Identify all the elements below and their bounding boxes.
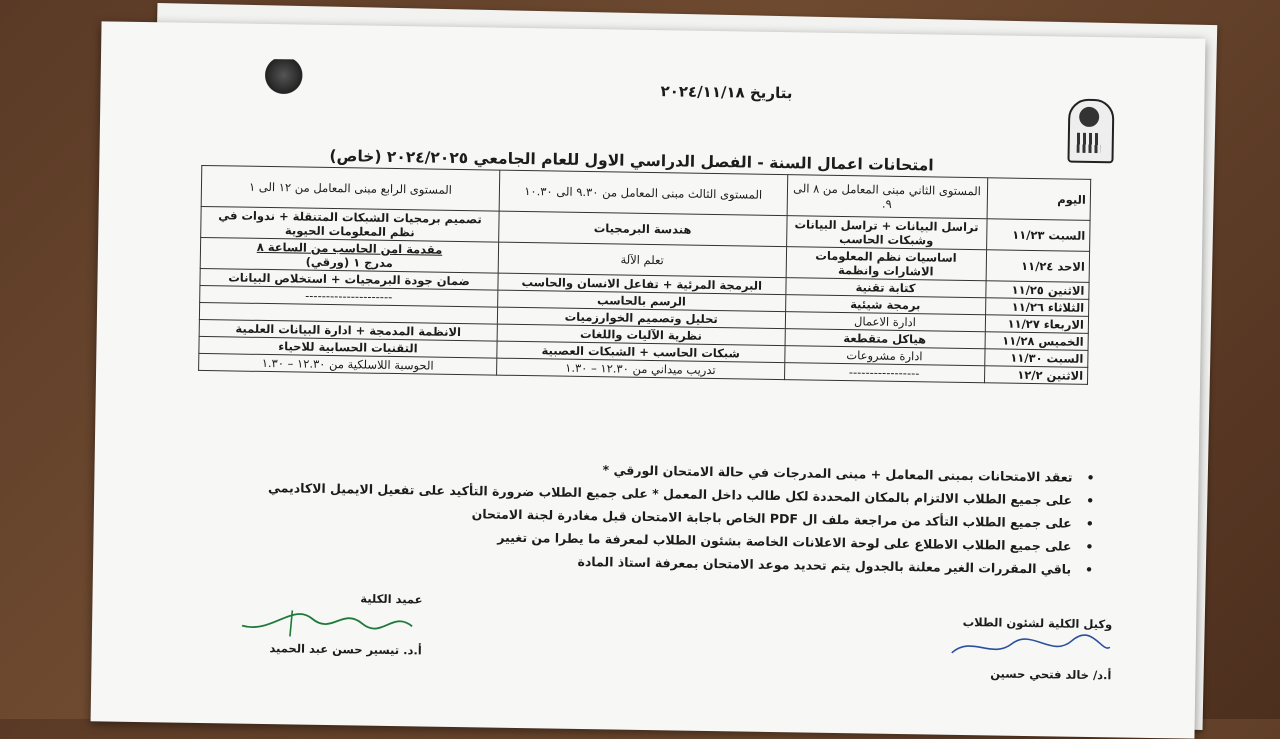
row-level4: ضمان جودة البرمجيات + استخلاص البيانات [200,268,498,290]
row-level3: هندسة البرمجيات [499,211,787,247]
document-title: امتحانات اعمال السنة - الفصل الدراسي الاول للعام الجامعي ٢٠٢٤/٢٠٢٥ (خاص) [329,146,934,175]
hall-label: مدرج ١ (ورقي) [305,254,393,270]
header-day: اليوم [987,178,1091,221]
row-level4: تصميم برمجيات الشبكات المتنقلة + ندوات في نظم المعلومات الحيوية [201,206,499,242]
list-item: • تعقد الامتحانات بمبنى المعامل + مبنى المدرجات في حالة الامتحان الورقي * [602,462,1095,486]
row-day: الثلاثاء ١١/٢٦ [985,298,1089,317]
row-level3: الرسم بالحاسب [498,290,786,312]
vice-dean-title: وكيل الكلية لشئون الطلاب [962,614,1113,632]
row-day: الاحد ١١/٢٤ [986,250,1090,283]
row-level3: تعلم الآلة [498,242,786,278]
vice-dean-signature-block [921,614,1112,682]
row-level2: ادارة الاعمال [785,312,985,332]
row-level2: ادارة مشروعات [784,346,984,366]
list-item: • على جميع الطلاب الالتزام بالمكان المحددة لكل طالب داخل المعمل * على جميع الطلاب ضرورة التأكيد على تفعيل الايميل الاكاديمي [267,480,1095,509]
exam-schedule-table [198,165,1091,385]
notes-list [243,454,1095,582]
row-day: السبت ١١/٣٠ [984,349,1088,368]
security-course-label: مقدمة امن الحاسب من الساعة ٨ [256,239,443,257]
row-level2: كتابة تقنية [785,278,985,298]
row-level4: الانظمة المدمجة + ادارة البيانات العلمية [199,319,497,341]
header-level2: المستوى الثاني مبنى المعامل من ٨ الى ٩. [787,175,988,219]
row-level3: تحليل وتصميم الخوارزميات [497,307,785,329]
quality-logo [235,58,331,129]
row-level4 [200,237,498,273]
row-level2: ----------------- [784,363,984,383]
document-date: بتاريخ ٢٠٢٤/١١/١٨ [660,82,793,103]
row-level4: التقنيات الحسابية للاحياء [199,336,497,358]
header-level3: المستوى الثالث مبنى المعامل من ٩.٣٠ الى ١٠.٣٠ [499,170,787,216]
university-logo [1067,99,1114,164]
row-level3: نظرية الآليات واللغات [497,324,785,346]
dean-signature [232,604,423,641]
row-day: الخميس ١١/٢٨ [985,332,1089,351]
row-day: الاثنين ١٢/٢ [984,366,1088,385]
row-level2: هياكل متقطعة [785,329,985,349]
exam-schedule-sheet [91,21,1206,738]
dean-title: عميد الكلية [360,591,423,607]
vice-dean-name: أ.د/ خالد فتحي حسين [990,666,1112,683]
row-level4: الحوسبة اللاسلكية من ١٢.٣٠ – ١.٣٠ [199,353,497,375]
row-level2: اساسيات نظم المعلومات الاشارات وانظمة [786,247,986,281]
row-level3: تدريب ميداني من ١٢.٣٠ – ١.٣٠ [497,358,785,380]
header-level4: المستوى الرابع مبنى المعامل من ١٢ الى ١ [201,165,500,211]
list-item: • باقي المقررات الغير معلنة بالجدول يتم تحديد موعد الامتحان بمعرفة استاذ المادة [577,553,1094,578]
row-level4: --------------------- [200,285,498,307]
list-item: • على جميع الطلاب التأكد من مراجعة ملف ال PDF الخاص باجابة الامتحان قبل مغادرة لجنة الامتحان [471,506,1094,532]
row-day: الاثنين ١١/٢٥ [985,281,1089,300]
row-day: السبت ١١/٢٣ [986,219,1090,252]
row-level2: تراسل البيانات + تراسل البيانات وشبكات الحاسب [786,216,986,250]
list-item: • على جميع الطلاب الاطلاع على لوحة الاعلانات الخاصة بشئون الطلاب لمعرفة ما يطرا من تغيير [497,529,1094,555]
row-day: الاربعاء ١١/٢٧ [985,315,1089,334]
row-level3: البرمجة المرئية + تفاعل الانسان والحاسب [498,273,786,295]
dean-name: أ.د. تيسير حسن عبد الحميد [269,641,422,658]
dean-signature-block [232,590,423,658]
row-level3: شبكات الحاسب + الشبكات العصبية [497,341,785,363]
row-level2: برمجة شيئية [785,295,985,315]
vice-dean-signature [942,629,1113,666]
